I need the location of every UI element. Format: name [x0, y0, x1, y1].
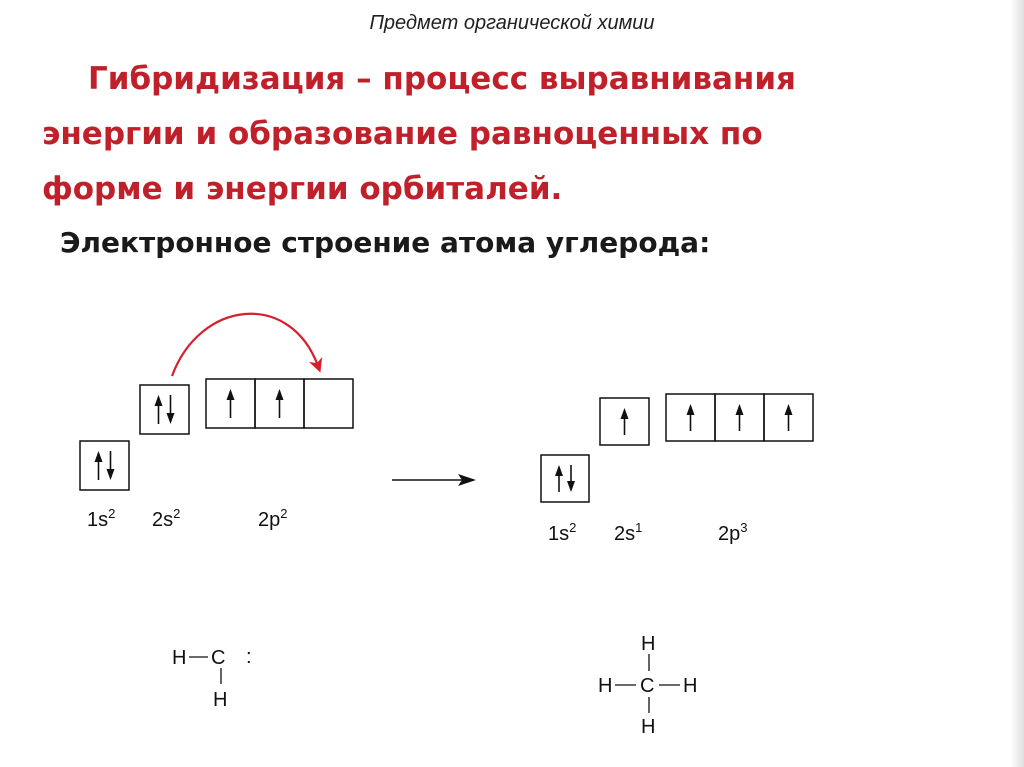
excited-state-orbitals: [541, 394, 813, 502]
methane-structure: [598, 633, 697, 738]
ground-1s-electron-down-head: [107, 469, 115, 480]
ground-1s-label: $1s^2$: [87, 506, 116, 531]
atom-h-left: H: [172, 647, 187, 669]
atom-h-west: H: [598, 675, 613, 697]
excited-2s-electron-up-head: [621, 408, 629, 419]
excited-1s-cell-1: [541, 455, 589, 502]
definition-line-1: Гибридизация – процесс выравнивания: [88, 61, 796, 97]
excited-1s-electron-down-head: [567, 481, 575, 492]
ground-1s-cell-1: [80, 441, 129, 490]
carbon-structure-heading: Электронное строение атома углерода:: [60, 226, 711, 259]
ground-2s-label: $2s^2$: [152, 506, 181, 531]
slide-subject: Предмет органической химии: [369, 12, 655, 34]
atom-h-east: H: [683, 675, 698, 697]
atom-c-left: C: [211, 647, 226, 669]
ground-2s-electron-down-head: [167, 413, 175, 424]
ground-2s-cell-1: [140, 385, 189, 434]
ground-2p-electron-up-head: [227, 389, 235, 400]
electron-promotion-arrow: [172, 314, 318, 376]
ground-2p-label: $2p^2$: [258, 506, 288, 531]
excited-2p-label: $2p^3$: [718, 520, 748, 545]
atom-h-top: H: [641, 633, 656, 655]
excited-2s-label: $2s^1$: [614, 520, 643, 545]
slide-edge-shadow: [1010, 0, 1024, 767]
ground-state-orbitals: [80, 379, 353, 490]
atom-h-bottom-right: H: [641, 716, 656, 738]
excited-2p-electron-up-head: [785, 404, 793, 415]
ch-fragment-structure: [172, 646, 252, 711]
ground-1s-electron-up-head: [95, 451, 103, 462]
definition-line-3: форме и энергии орбиталей.: [42, 171, 563, 207]
transition-arrow: [392, 474, 476, 486]
atom-c-center: C: [640, 675, 655, 697]
excited-2p-electron-up-head: [687, 404, 695, 415]
atom-h-bottom: H: [213, 689, 228, 711]
definition-line-2: энергии и образование равноценных по: [42, 116, 763, 152]
excited-1s-label: $1s^2$: [548, 520, 577, 545]
excited-1s-electron-up-head: [555, 465, 563, 476]
excited-2p-electron-up-head: [736, 404, 744, 415]
ground-2p-cell-3: [304, 379, 353, 428]
ground-2p-electron-up-head: [276, 389, 284, 400]
lone-pair: :: [246, 646, 252, 668]
ground-2s-electron-up-head: [155, 395, 163, 406]
